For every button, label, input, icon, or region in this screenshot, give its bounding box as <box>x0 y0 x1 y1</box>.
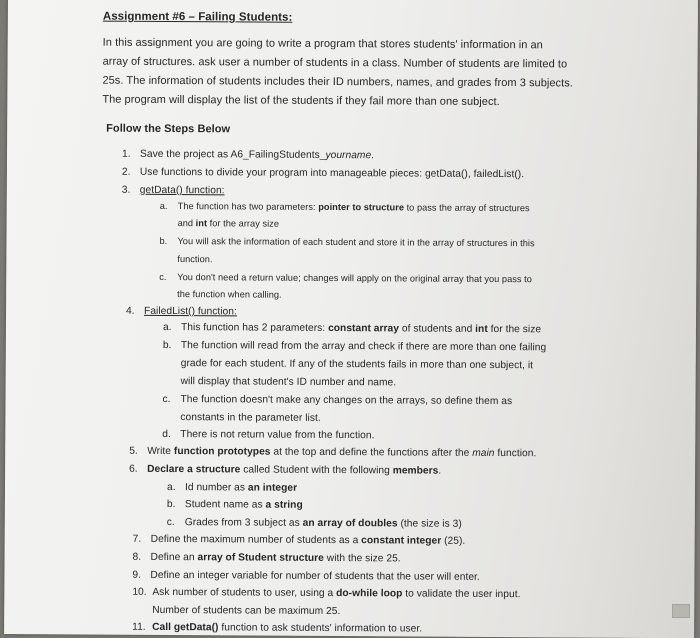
step-4b-cont-1: grade for each student. If any of the students fails in more than one subject, it <box>180 358 534 372</box>
intro-line-3: 25s. The information of students includes their ID numbers, names, and grades from 3 subjects. <box>102 74 573 90</box>
step-4a: a. This function has 2 parameters: constant array of students and int for the size <box>162 321 542 336</box>
page-corner-mark <box>672 604 690 618</box>
step-6a: a. Id number as an integer <box>166 481 298 494</box>
step-11: 11. Call getData() function to ask students' information to user. <box>132 621 423 635</box>
step-3b-cont: function. <box>177 254 213 265</box>
failedlist-function-label: FailedList() function: <box>144 305 237 318</box>
intro-line-2: array of structures. ask user a number of students in a class. Number of students are limited to <box>102 55 568 71</box>
step-7-number: 7. <box>132 533 142 545</box>
intro-line-1: In this assignment you are going to write a program that stores students' information in an <box>102 36 543 52</box>
intro-line-4: The program will display the list of the students if they fail more than one subject. <box>102 93 500 109</box>
step-4b-cont-2: will display that student's ID number and name. <box>180 376 397 389</box>
step-8-number: 8. <box>132 551 142 563</box>
step-9-number: 9. <box>132 569 142 581</box>
step-6c: c. Grades from 3 subject as an array of doubles (the size is 3) <box>166 516 462 530</box>
step-4c-cont: constants in the parameter list. <box>180 412 321 424</box>
step-2: 2. Use functions to divide your program into manageable pieces: getData(), failedList(). <box>121 166 525 181</box>
step-1: 1. Save the project as A6_FailingStudents_yourname. <box>121 148 375 162</box>
step-3a-cont: and int for the array size <box>177 218 280 229</box>
step-6b: b. Student name as a string <box>166 498 303 511</box>
step-4b: b. The function will read from the array and check if there are more than one failing <box>162 339 547 354</box>
step-2-number: 2. <box>121 166 131 178</box>
step-6-number: 6. <box>129 463 138 475</box>
step-8: 8. Define an array of Student structure with the size 25. <box>132 551 401 565</box>
step-1-number: 1. <box>121 148 131 160</box>
step-5-number: 5. <box>129 445 138 457</box>
step-4c: c. The function doesn't make any changes on the arrays, so define them as <box>162 393 513 408</box>
step-9: 9. Define an integer variable for number of students that the user will enter. <box>132 569 480 583</box>
step-3b: b. You will ask the information of each student and store it in the array of structures in this <box>159 235 535 249</box>
getdata-function-label: getData() function: <box>139 184 225 197</box>
step-3c: c. You don't need a return value; changes will apply on the original array that you pass to <box>159 271 532 285</box>
step-3a: a. The function has two parameters: pointer to structure to pass the array of structures <box>159 200 530 214</box>
step-6: 6. Declare a structure called Student with the following members. <box>129 463 442 477</box>
step-10: 10. Ask number of students to user, using a do-while loop to validate the user input. <box>132 586 521 601</box>
step-11-number: 11. <box>132 621 146 633</box>
assignment-title: Assignment #6 – Failing Students: <box>102 10 293 24</box>
step-4d: d. There is not return value from the function. <box>162 428 375 442</box>
step-3c-cont: the function when calling. <box>177 289 282 300</box>
step-3 <box>122 184 225 198</box>
assignment-content <box>4 0 698 634</box>
step-10-number: 10. <box>132 586 147 598</box>
step-7: 7. Define the maximum number of students as a constant integer (25). <box>132 533 466 547</box>
step-4 <box>126 305 237 319</box>
step-4-number: 4. <box>126 305 135 317</box>
step-10-cont: Number of students can be maximum 25. <box>152 604 341 618</box>
document-page <box>4 0 698 638</box>
step-5: 5. Write function prototypes at the top and define the functions after the main function. <box>129 445 537 460</box>
steps-heading: Follow the Steps Below <box>106 122 231 136</box>
step-3-number: 3. <box>121 184 131 196</box>
